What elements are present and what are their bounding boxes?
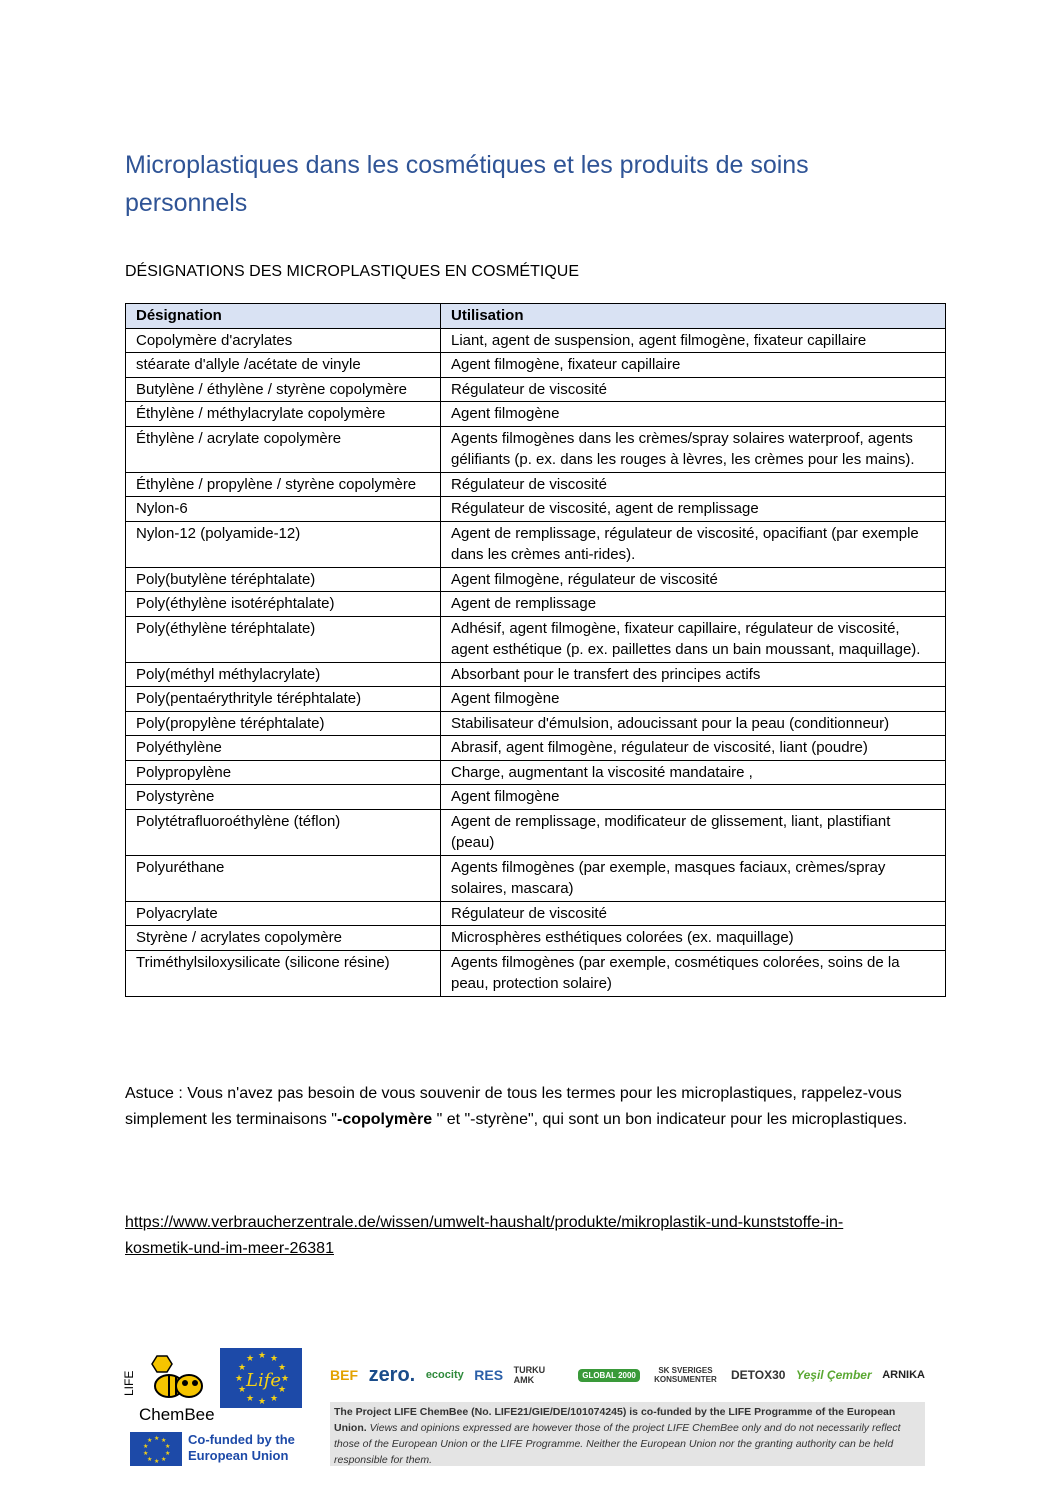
designation-cell: Polypropylène <box>126 760 441 785</box>
life-logo-text: Life <box>246 1370 282 1391</box>
life-logo <box>220 1348 302 1408</box>
svg-text:★: ★ <box>238 1385 247 1395</box>
partner-logo: Yeşil Çember <box>796 1368 872 1382</box>
utilisation-cell: Agents filmogènes (par exemple, masques faciaux, crèmes/spray solaires, mascara) <box>441 855 946 901</box>
utilisation-cell: Agent de remplissage, régulateur de viscosité, opacifiant (par exemple dans les crèmes anti-rides). <box>441 521 946 567</box>
table-row <box>126 426 946 472</box>
svg-text:★: ★ <box>147 1456 153 1463</box>
designation-cell: Polyuréthane <box>126 855 441 901</box>
designation-cell: Poly(propylène téréphtalate) <box>126 711 441 736</box>
partner-logo: GLOBAL 2000 <box>578 1369 640 1382</box>
table-row <box>126 616 946 662</box>
column-header-designation: Désignation <box>126 304 441 329</box>
partner-logos <box>330 1350 925 1400</box>
designation-cell: Éthylène / propylène / styrène copolymère <box>126 472 441 497</box>
table-row <box>126 711 946 736</box>
svg-text:★: ★ <box>154 1435 160 1442</box>
table-row <box>126 402 946 427</box>
table-row <box>126 901 946 926</box>
designation-cell: Poly(méthyl méthylacrylate) <box>126 662 441 687</box>
svg-text:★: ★ <box>246 1354 255 1364</box>
utilisation-cell: Agents filmogènes (par exemple, cosmétiques colorées, soins de la peau, protection solaire) <box>441 950 946 996</box>
utilisation-cell: Absorbant pour le transfert des principes actifs <box>441 662 946 687</box>
utilisation-cell: Régulateur de viscosité <box>441 901 946 926</box>
utilisation-cell: Régulateur de viscosité <box>441 472 946 497</box>
table-caption: DÉSIGNATIONS DES MICROPLASTIQUES EN COSMÉTIQUE <box>125 263 579 280</box>
svg-text:★: ★ <box>246 1394 255 1404</box>
table-row <box>126 592 946 617</box>
funding-disclaimer <box>330 1402 925 1466</box>
svg-text:★: ★ <box>258 1351 267 1361</box>
svg-text:★: ★ <box>154 1458 160 1465</box>
svg-text:★: ★ <box>258 1397 267 1407</box>
utilisation-cell: Agent filmogène <box>441 687 946 712</box>
utilisation-cell: Agent filmogène <box>441 402 946 427</box>
svg-text:★: ★ <box>147 1437 153 1444</box>
table-row <box>126 950 946 996</box>
chembee-logo <box>122 1348 215 1426</box>
designation-cell: Nylon-12 (polyamide-12) <box>126 521 441 567</box>
designation-cell: Styrène / acrylates copolymère <box>126 926 441 951</box>
utilisation-cell: Stabilisateur d'émulsion, adoucissant pour la peau (conditionneur) <box>441 711 946 736</box>
tip-text-start: Astuce : Vous n'avez pas besoin de vous souvenir de tous les termes pour les microplastiques, rappelez-vous simplement les terminaisons " <box>125 1085 902 1128</box>
table-row <box>126 662 946 687</box>
partner-logo: SK SVERIGES KONSUMENTER <box>654 1366 717 1384</box>
designation-cell: Poly(butylène téréphtalate) <box>126 567 441 592</box>
designation-cell: Éthylène / acrylate copolymère <box>126 426 441 472</box>
designation-cell: Éthylène / méthylacrylate copolymère <box>126 402 441 427</box>
table-row <box>126 809 946 855</box>
svg-text:★: ★ <box>270 1394 279 1404</box>
partner-logo: TURKU AMK <box>513 1365 546 1385</box>
table-row <box>126 497 946 522</box>
designation-cell: Triméthylsiloxysilicate (silicone résine) <box>126 950 441 996</box>
table-row <box>126 926 946 951</box>
designation-cell: Butylène / éthylène / styrène copolymère <box>126 377 441 402</box>
utilisation-cell: Adhésif, agent filmogène, fixateur capillaire, régulateur de viscosité, agent esthétique (p. ex. paillettes dans un bain moussant, maquillage). <box>441 616 946 662</box>
designation-cell: Polystyrène <box>126 785 441 810</box>
svg-text:★: ★ <box>281 1374 290 1384</box>
utilisation-cell: Abrasif, agent filmogène, régulateur de viscosité, liant (poudre) <box>441 736 946 761</box>
page-title: Microplastiques dans les cosmétiques et les produits de soins personnels <box>125 151 809 217</box>
table-row <box>126 377 946 402</box>
partner-logo: zero. <box>368 1363 416 1386</box>
tip-paragraph <box>125 1081 955 1133</box>
svg-text:★: ★ <box>165 1443 171 1450</box>
utilisation-cell: Agent de remplissage, modificateur de glissement, liant, plastifiant (peau) <box>441 809 946 855</box>
disclaimer-funding-text: The Project LIFE ChemBee (No. LIFE21/GIE/DE/101074245) is co-funded by the LIFE Programme of the European Union. <box>334 1406 896 1434</box>
source-link[interactable]: https://www.verbraucherzentrale.de/wissen/umwelt-haushalt/produkte/mikroplastik-und-kunststoffe-in-kosmetik-und-im-meer-26381 <box>125 1214 844 1257</box>
utilisation-cell: Microsphères esthétiques colorées (ex. maquillage) <box>441 926 946 951</box>
partner-logo: ecocity <box>425 1369 464 1381</box>
svg-text:★: ★ <box>143 1450 149 1457</box>
table-body <box>126 328 946 996</box>
svg-text:★: ★ <box>143 1443 149 1450</box>
table-row <box>126 521 946 567</box>
tip-text-end: " et "-styrène", qui sont un bon indicateur pour les microplastiques. <box>432 1111 908 1128</box>
designation-cell: Copolymère d'acrylates <box>126 328 441 353</box>
svg-text:★: ★ <box>238 1363 247 1373</box>
partner-logo: DETOX30 <box>731 1368 786 1382</box>
utilisation-cell: Régulateur de viscosité <box>441 377 946 402</box>
svg-text:LIFE: LIFE <box>122 1370 136 1396</box>
designation-cell: Polyéthylène <box>126 736 441 761</box>
table-row <box>126 736 946 761</box>
partner-logo: ARNIKA <box>882 1369 925 1381</box>
utilisation-cell: Agent de remplissage <box>441 592 946 617</box>
table-row <box>126 760 946 785</box>
svg-text:★: ★ <box>270 1354 279 1364</box>
svg-text:★: ★ <box>161 1437 167 1444</box>
utilisation-cell: Agent filmogène <box>441 785 946 810</box>
table-row <box>126 785 946 810</box>
utilisation-cell: Charge, augmentant la viscosité mandataire , <box>441 760 946 785</box>
chembee-name: ChemBee <box>139 1405 215 1424</box>
eu-flag-icon <box>130 1432 182 1466</box>
table-row <box>126 855 946 901</box>
designation-cell: Polyacrylate <box>126 901 441 926</box>
table-row <box>126 353 946 378</box>
designation-cell: Poly(pentaérythrityle téréphtalate) <box>126 687 441 712</box>
designation-cell: Poly(éthylène isotéréphtalate) <box>126 592 441 617</box>
table-row <box>126 472 946 497</box>
footer <box>0 1340 1058 1466</box>
svg-text:★: ★ <box>161 1456 167 1463</box>
table-header-row <box>126 304 946 329</box>
tip-bold-term: -copolymère <box>336 1111 433 1128</box>
utilisation-cell: Agent filmogène, fixateur capillaire <box>441 353 946 378</box>
disclaimer-liability-text: Views and opinions expressed are however those of the project LIFE ChemBee only and do not necessarily reflect those of the European Union or the LIFE Programme. Neither the European Union nor the granting authority can be held responsible for them. <box>334 1422 901 1466</box>
cofunded-label: Co-funded by the European Union <box>188 1432 295 1463</box>
utilisation-cell: Agent filmogène, régulateur de viscosité <box>441 567 946 592</box>
column-header-utilisation: Utilisation <box>441 304 946 329</box>
table-row <box>126 687 946 712</box>
utilisation-cell: Agents filmogènes dans les crèmes/spray solaires waterproof, agents gélifiants (p. ex. dans les rouges à lèvres, les crèmes pour les mains). <box>441 426 946 472</box>
utilisation-cell: Liant, agent de suspension, agent filmogène, fixateur capillaire <box>441 328 946 353</box>
designation-cell: Polytétrafluoroéthylène (téflon) <box>126 809 441 855</box>
designations-table <box>125 303 946 997</box>
svg-text:★: ★ <box>235 1374 244 1384</box>
table-row <box>126 328 946 353</box>
designation-cell: Poly(éthylène téréphtalate) <box>126 616 441 662</box>
designation-cell: Nylon-6 <box>126 497 441 522</box>
utilisation-cell: Régulateur de viscosité, agent de remplissage <box>441 497 946 522</box>
svg-text:★: ★ <box>278 1385 287 1395</box>
svg-text:★: ★ <box>165 1450 171 1457</box>
table-row <box>126 567 946 592</box>
svg-text:★: ★ <box>278 1363 287 1373</box>
partner-logo: RES <box>474 1367 504 1383</box>
designation-cell: stéarate d'allyle /acétate de vinyle <box>126 353 441 378</box>
partner-logo: BEF <box>330 1367 358 1383</box>
